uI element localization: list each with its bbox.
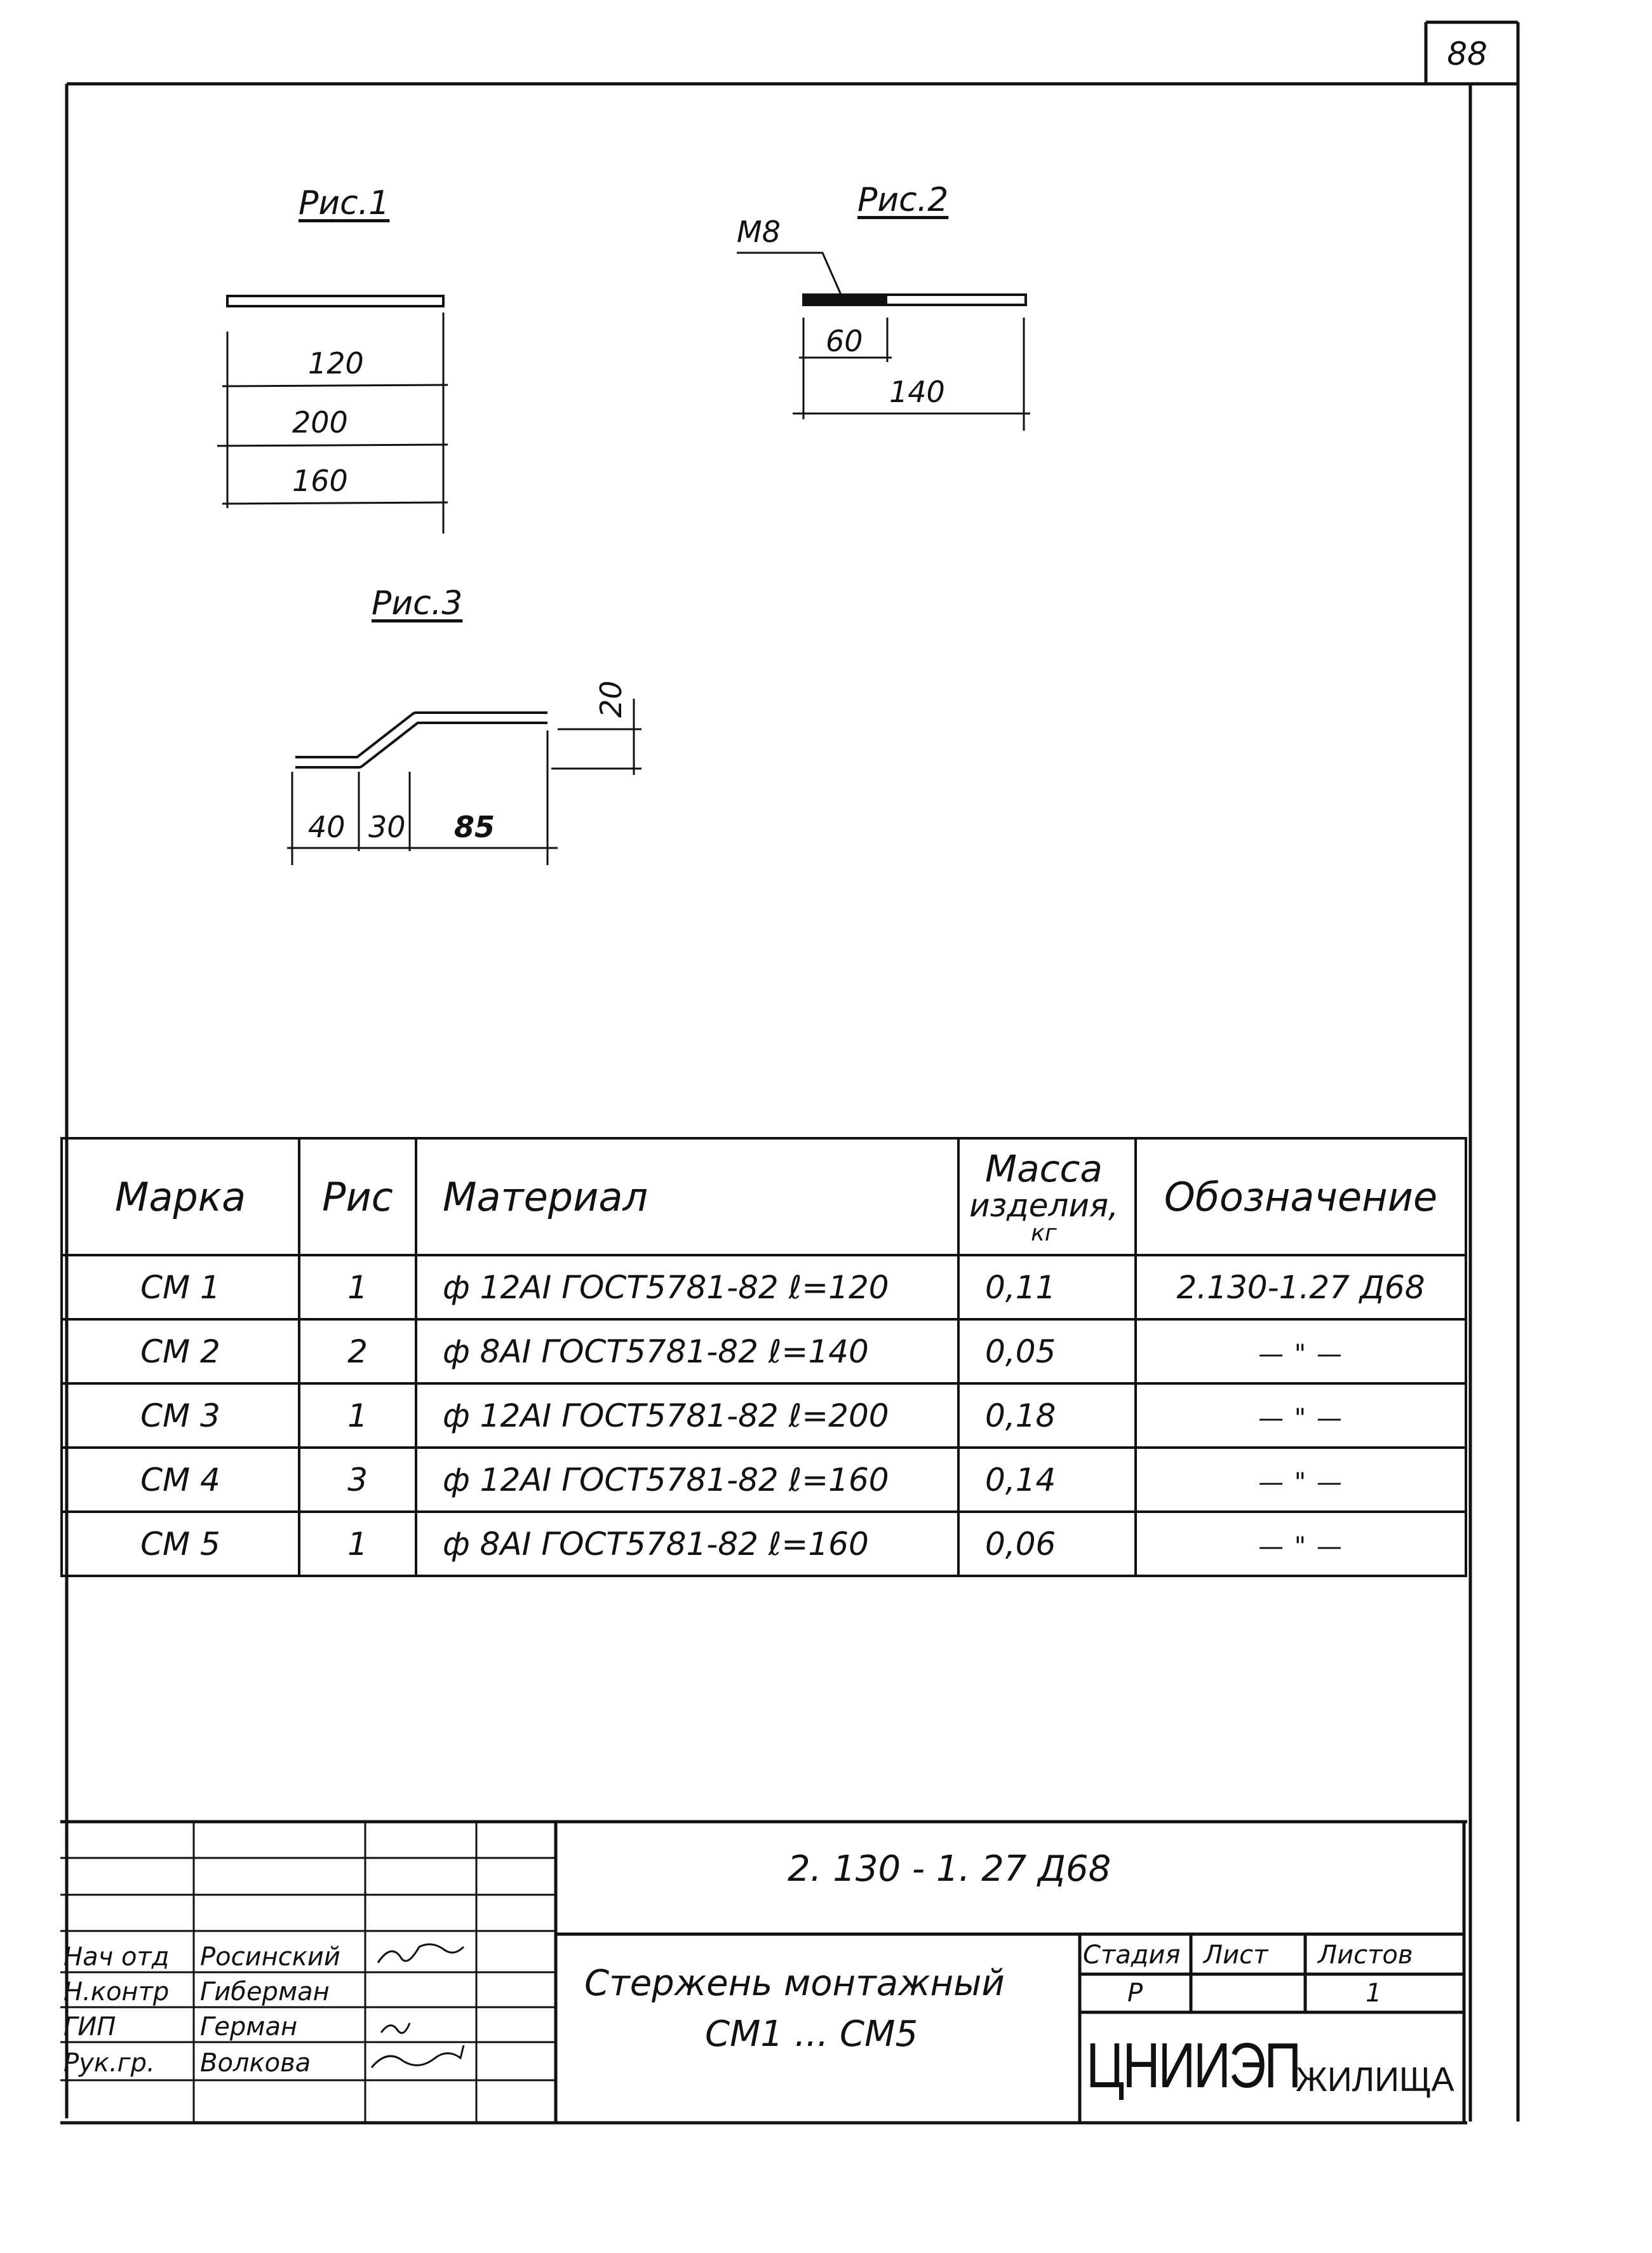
sheet-label: Лист [1204, 1940, 1268, 1970]
cell-mark: СМ 2 [62, 1319, 299, 1383]
cell-fig: 1 [299, 1383, 416, 1448]
cell-mass: 0,18 [958, 1383, 1136, 1448]
header-material: Материал [416, 1138, 958, 1255]
fig2-caption: Рис.2 [857, 181, 949, 219]
sig-role-gip: ГИП [64, 2012, 116, 2041]
specification-table [60, 1137, 1467, 1577]
fig3-caption: Рис.3 [372, 584, 463, 622]
sheet-number: 88 [1447, 36, 1487, 72]
header-fig: Рис [299, 1138, 416, 1255]
organization-block [1080, 2023, 1461, 2112]
stage-value: Р [1127, 1979, 1143, 2008]
sig-name-control: Гиберман [200, 1977, 330, 2007]
cell-mark: СМ 5 [62, 1512, 299, 1576]
fig1-dim-120: 120 [308, 346, 364, 380]
header-mass [958, 1138, 1136, 1255]
sig-role-head: Нач отд [64, 1942, 170, 1972]
cell-designation [1136, 1448, 1466, 1512]
cell-designation [1136, 1319, 1466, 1383]
cell-fig: 1 [299, 1255, 416, 1319]
table-row [62, 1383, 1466, 1448]
fig2-drawing [737, 253, 1030, 431]
fig2-dim-60: 60 [826, 324, 863, 358]
sig-name-head: Росинский [200, 1942, 340, 1972]
fig2-dim-140: 140 [889, 375, 945, 409]
cell-mass: 0,14 [958, 1448, 1136, 1512]
sig-name-lead: Волкова [200, 2048, 311, 2078]
header-mass-line2: изделия, [969, 1187, 1118, 1224]
handwritten-signatures [372, 1944, 464, 2068]
document-title-line1: Стержень монтажный [584, 1963, 1005, 2004]
sig-role-lead: Рук.гр. [64, 2048, 155, 2078]
table-row [62, 1255, 1466, 1319]
header-mass-line1: Масса [985, 1147, 1103, 1190]
cell-mark: СМ 3 [62, 1383, 299, 1448]
cell-mass: 0,11 [958, 1255, 1136, 1319]
cell-fig: 2 [299, 1319, 416, 1383]
fig3-dim-20: 20 [594, 680, 628, 718]
fig3-dim-30: 30 [368, 810, 406, 844]
document-code: 2. 130 - 1. 27 Д68 [788, 1848, 1111, 1890]
ditto-mark: — " — [1258, 1403, 1343, 1433]
table-row [62, 1512, 1466, 1576]
cell-mark: СМ 4 [62, 1448, 299, 1512]
fig1-dim-160: 160 [292, 464, 348, 498]
cell-material: ф 12АI ГОСТ5781-82 ℓ=120 [416, 1255, 958, 1319]
cell-designation [1136, 1512, 1466, 1576]
cell-material: ф 12АI ГОСТ5781-82 ℓ=200 [416, 1383, 958, 1448]
sig-name-gip: Герман [200, 2012, 298, 2041]
sheets-label: Листов [1318, 1940, 1413, 1970]
header-designation: Обозначение [1136, 1138, 1466, 1255]
table-row [62, 1448, 1466, 1512]
ditto-mark: — " — [1258, 1467, 1343, 1497]
header-mark: Марка [62, 1138, 299, 1255]
sig-role-control: Н.контр [64, 1977, 170, 2007]
cell-designation: 2.130-1.27 Д68 [1136, 1255, 1466, 1319]
cell-designation [1136, 1383, 1466, 1448]
cell-mark: СМ 1 [62, 1255, 299, 1319]
header-mass-unit: кг [1031, 1220, 1057, 1246]
organization-name: ЖИЛИЩА [1296, 2061, 1454, 2099]
sheet-frame [67, 22, 1518, 2122]
sheets-value: 1 [1366, 1979, 1382, 2008]
cell-material: ф 12АI ГОСТ5781-82 ℓ=160 [416, 1448, 958, 1512]
fig1-dim-200: 200 [292, 405, 348, 440]
ditto-mark: — " — [1258, 1531, 1343, 1561]
table-row [62, 1319, 1466, 1383]
fig3-dim-85: 85 [454, 810, 495, 844]
table-header-row [62, 1138, 1466, 1255]
cell-fig: 3 [299, 1448, 416, 1512]
fig1-caption: Рис.1 [299, 184, 390, 222]
cell-mass: 0,05 [958, 1319, 1136, 1383]
stage-label: Стадия [1083, 1940, 1181, 1970]
fig3-dim-40: 40 [308, 810, 346, 844]
fig2-thread-label: М8 [737, 215, 781, 249]
organization-logo: ЦНИИЭП [1086, 2030, 1299, 2101]
cell-material: ф 8АI ГОСТ5781-82 ℓ=160 [416, 1512, 958, 1576]
document-title-line2: СМ1 ... СМ5 [705, 2014, 918, 2055]
cell-fig: 1 [299, 1512, 416, 1576]
cell-mass: 0,06 [958, 1512, 1136, 1576]
cell-material: ф 8АI ГОСТ5781-82 ℓ=140 [416, 1319, 958, 1383]
ditto-mark: — " — [1258, 1339, 1343, 1369]
